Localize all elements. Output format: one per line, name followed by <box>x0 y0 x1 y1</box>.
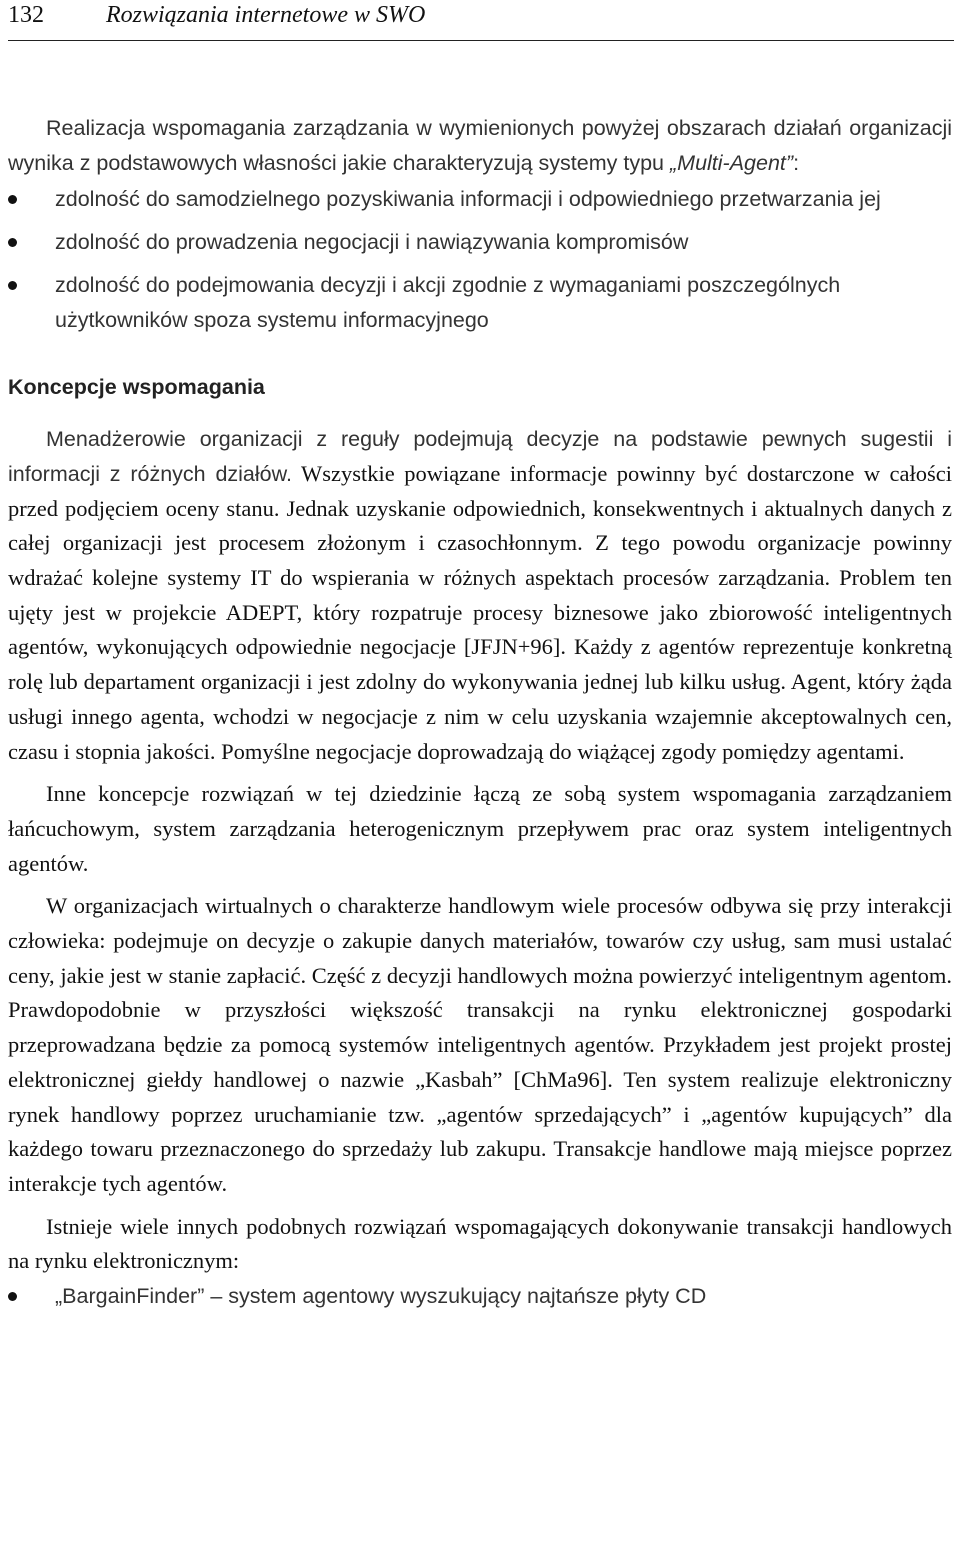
section-paragraph-1 <box>8 422 952 769</box>
section-paragraph-3: W organizacjach wirtualnych o charakterze handlowym wiele procesów odbywa się przy interakcji człowieka: podejmuje on decyzje o zakupie danych materiałów, towarów czy usług, sam musi ustalać ceny, jakie jest w stanie zapłacić. Część z decyzji handlowych można powierzyć inteligentnym agentom. Prawdopodobnie w przyszłości większość transakcji na rynku elektronicznej gospodarki przeprowadzana będzie za pomocą systemów inteligentnych agentów. Przykładem jest projekt prostej elektronicznej giełdy handlowej o nazwie „Kasbah” [ChMa96]. Ten system realizuje elektroniczny rynek handlowy poprzez uruchamianie tzw. „agentów sprzedających” i „agentów kupujących” dla każdego towaru przeznaczonego do sprzedaży lub zakupu. Transakcje handlowe mają miejsce poprzez interakcje tych agentów. <box>8 893 952 1196</box>
section-heading: Koncepcje wspomagania <box>8 375 265 400</box>
bullet-icon <box>8 195 17 204</box>
section-paragraph-2: Inne koncepcje rozwiązań w tej dziedzinie łączą ze sobą system wspomagania zarządzaniem łańcuchowym, system zarządzania heterogenicznym przepływem prac oraz system inteligentnych agentów. <box>8 781 952 876</box>
running-title: Rozwiązania internetowe w SWO <box>106 2 426 28</box>
list-item-text: zdolność do samodzielnego pozyskiwania informacji i odpowiedniego przetwarzania jej <box>55 187 881 212</box>
intro-paragraph <box>8 111 952 180</box>
examples-list <box>8 1279 952 1314</box>
page-content <box>8 111 952 1314</box>
capabilities-list <box>8 182 952 337</box>
bullet-icon <box>8 281 17 290</box>
list-item-text: zdolność do podejmowania decyzji i akcji zgodnie z wymaganiami poszczególnych użytkowników spoza systemu informacyjnego <box>55 272 841 332</box>
intro-text-before: Realizacja wspomagania zarządzania w wymienionych powyżej obszarach działań organizacji wynika z podstawowych własności jakie charakteryzują systemy typu <box>8 116 952 175</box>
page-number: 132 <box>8 2 44 28</box>
list-item-text: zdolność do prowadzenia negocjacji i nawiązywania kompromisów <box>55 230 689 255</box>
intro-text-after: : <box>793 150 800 175</box>
section-paragraph-1-text: Wszystkie powiązane informacje powinny być dostarczone w całości przed podjęciem oceny stanu. Jednak uzyskanie odpowiednich, konsekwentnych i aktualnych danych z całej organizacji jest procesem złożonym i czasochłonnym. Z tego powodu organizacje powinny wdrażać kolejne systemy IT do wspierania w różnych aspektach procesów zarządzania. Problem ten ujęty jest w projekcie ADEPT, który rozpatruje procesy biznesowe jako zbiorowość inteligentnych agentów, wykonujących odpowiednie negocjacje [JFJN+96]. Każdy z agentów reprezentuje konkretną rolę lub departament organizacji i jest zdolny do wykonywania jednej lub kilku usług. Agent, który żąda usługi innego agenta, wchodzi w negocjacje z nim w celu uzyskania wzajemnie akceptowalnych cen, czasu i stopnia jakości. Pomyślne negocjacje doprowadzają do wiążącej zgody pomiędzy agentami. <box>8 460 953 764</box>
bullet-icon <box>8 1292 17 1301</box>
section-paragraph-4: Istnieje wiele innych podobnych rozwiązań wspomagających dokonywanie transakcji handlowych na rynku elektronicznym: <box>8 1213 952 1274</box>
list-item-text: „BargainFinder” – system agentowy wyszukujący najtańsze płyty CD <box>55 1284 707 1309</box>
list-item <box>8 1279 952 1314</box>
list-item <box>8 268 952 337</box>
page-header <box>8 0 954 41</box>
multi-agent-term: „Multi-Agent” <box>670 150 794 175</box>
bullet-icon <box>8 238 17 247</box>
section-lead: Menadżerowie organizacji z reguły podejmują decyzje na podstawie pewnych sugestii i informacji z różnych działów. <box>8 427 952 486</box>
list-item <box>8 225 952 260</box>
list-item <box>8 182 952 217</box>
